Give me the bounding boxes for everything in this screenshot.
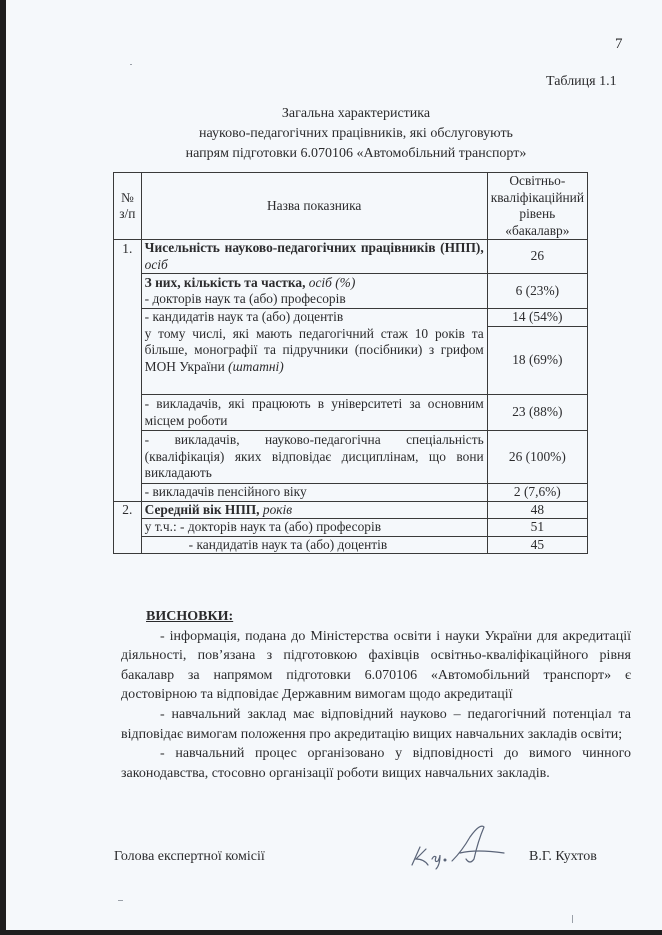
conclusion-paragraph: - навчальний заклад має відповідний науково – педагогічний потенціал та відповідає вимогам положення про акредитацію вищих навчальних закладів освіти; [121, 706, 631, 742]
row-name: - кандидатів наук та (або) доцентів [141, 536, 487, 554]
row-value: 45 [487, 536, 587, 554]
row-value: 6 (23%) [487, 274, 587, 309]
row-name: Середній вік НПП, років [141, 501, 487, 519]
conclusion-paragraph: - інформація, подана до Міністерства освіти і науки України для акредитації діяльності, пов’язана з підготовкою фахівців освітньо-кваліфікаційного рівня бакалавр за напрямом підготовки 6.070106 «Автомобільний транспорт» є достовірною та відповідає Державним вимогам щодо акредитації [121, 628, 631, 703]
signatory-role: Голова експертної комісії [114, 849, 265, 864]
row-value: 23 (88%) [487, 395, 587, 431]
title-line: науково-педагогічних працівників, які обслуговують [199, 126, 513, 141]
row-value: 26 (100%) [487, 431, 587, 484]
row-value: 26 [487, 240, 587, 274]
row-number: 1. [114, 240, 142, 502]
scan-speck [130, 64, 132, 65]
table-row [114, 484, 588, 502]
row-name: - викладачів, науково-педагогічна спеціальність (кваліфікація) яких відповідає дисциплінам, що вони викладають [141, 431, 487, 484]
table-title [6, 104, 662, 164]
row-value: 14 (54%) [487, 309, 587, 327]
table-row [114, 431, 588, 484]
conclusions-heading: ВИСНОВКИ: [146, 609, 234, 624]
row-name: З них, кількість та частка, осіб (%) - докторів наук та (або) професорів [141, 274, 487, 309]
row-name: - викладачів пенсійного віку [141, 484, 487, 502]
table-row [114, 501, 588, 519]
handwritten-signature-icon [404, 821, 514, 871]
page-number: 7 [615, 36, 623, 52]
row-value: 48 [487, 501, 587, 519]
title-line: Загальна характеристика [281, 106, 431, 121]
table-row [114, 240, 588, 274]
header-value: Освітньо- кваліфікаційний рівень «бакалавр» [487, 173, 587, 240]
scan-speck [118, 900, 123, 901]
header-name: Назва показника [141, 173, 487, 240]
row-name: у т.ч.: - докторів наук та (або) професорів [141, 519, 487, 537]
document-page [6, 0, 662, 930]
table-label: Таблиця 1.1 [546, 74, 617, 89]
row-name: Чисельність науково-педагогічних працівників (НПП), осіб [141, 240, 487, 274]
signatory-name: В.Г. Кухтов [529, 849, 597, 864]
row-value: 2 (7,6%) [487, 484, 587, 502]
table-row [114, 395, 588, 431]
table-header-row [114, 173, 588, 240]
row-name: - кандидатів наук та (або) доцентів у тому числі, які мають педагогічний стаж 10 років та більше, монографії та підручники (посібники) з грифом МОН України (штатні) [141, 309, 487, 395]
title-line: напрям підготовки 6.070106 «Автомобільний транспорт» [185, 146, 527, 161]
row-value: 18 (69%) [487, 327, 587, 395]
conclusions-section [121, 607, 631, 783]
table-row [114, 536, 588, 554]
row-name: - викладачів, які працюють в університеті за основним місцем роботи [141, 395, 487, 431]
conclusion-paragraph: - навчальний процес організовано у відповідності до вимого чинного законодавства, стосовно організації роботи вищих навчальних закладів. [121, 746, 631, 781]
table-row [114, 519, 588, 537]
header-num: № з/п [114, 173, 142, 240]
row-number: 2. [114, 501, 142, 554]
table-row [114, 309, 588, 327]
table-row [114, 274, 588, 309]
scan-speck [572, 915, 573, 923]
staff-characteristics-table [113, 172, 588, 554]
row-value: 51 [487, 519, 587, 537]
